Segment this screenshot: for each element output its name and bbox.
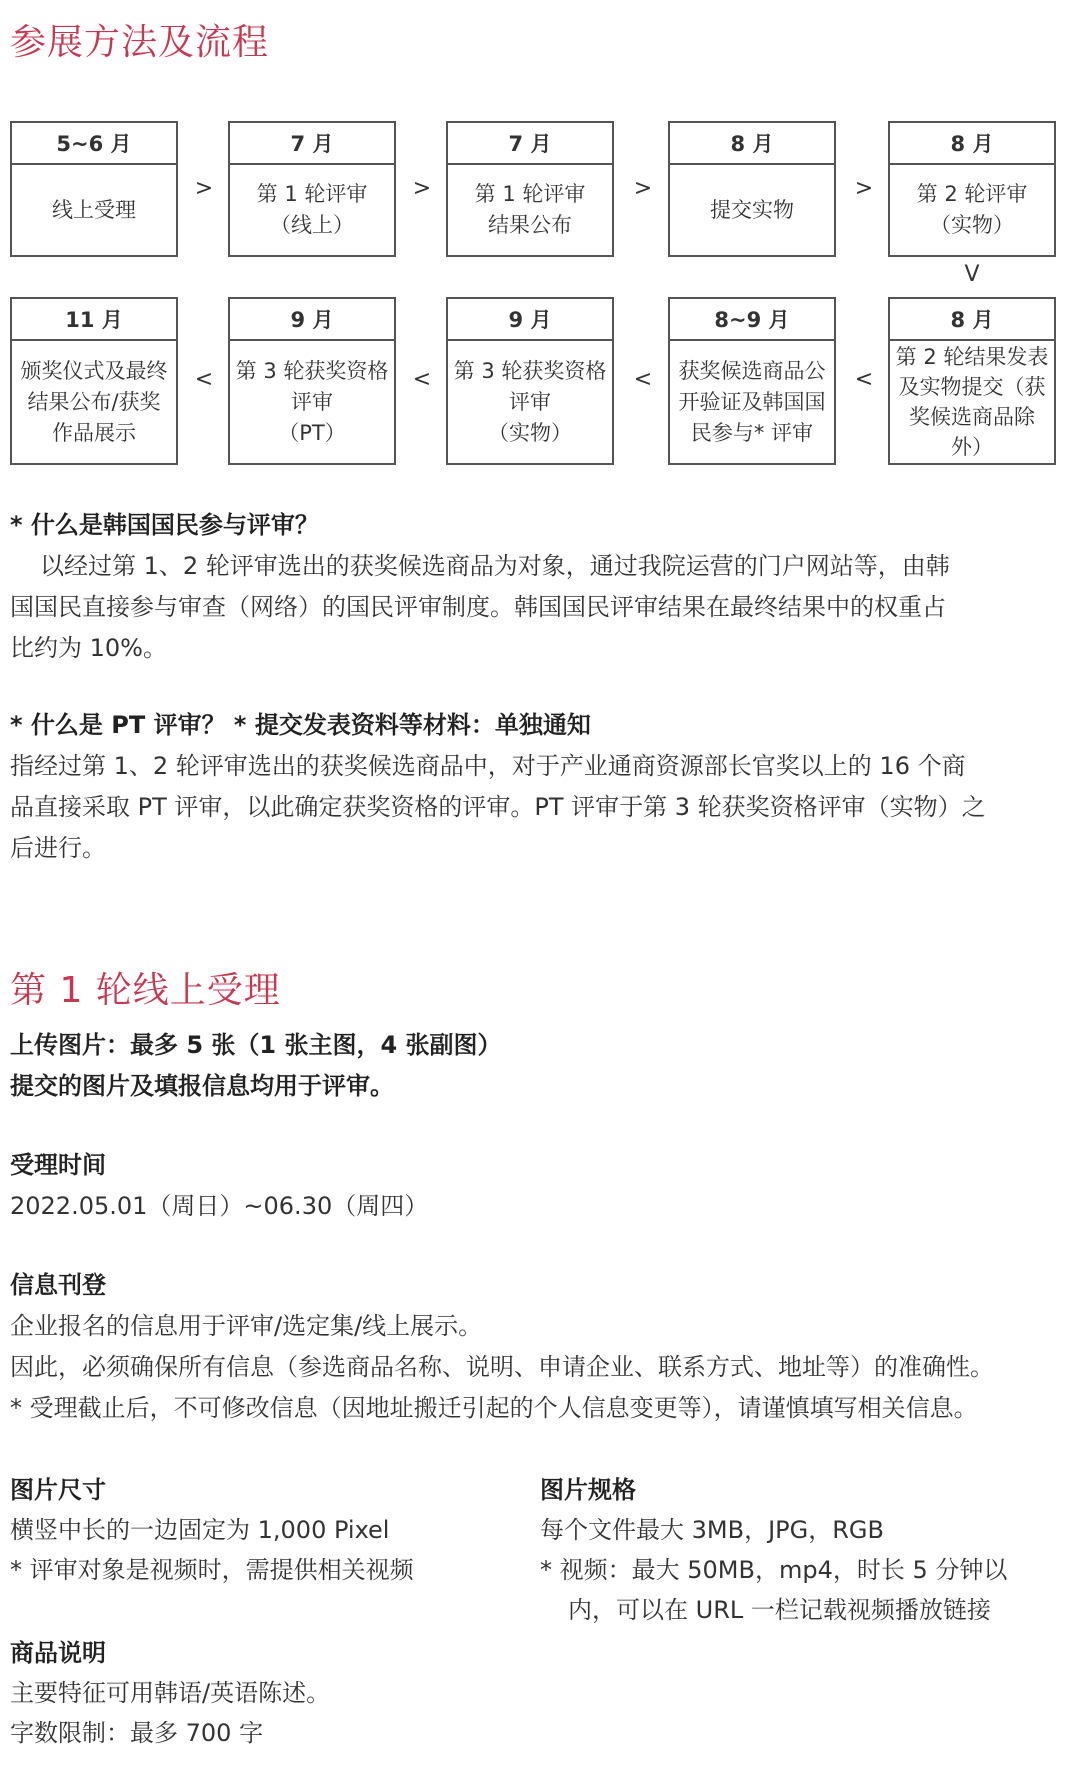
flow-step-text: （线上）: [270, 213, 354, 237]
flow-step-round3-item: [446, 297, 614, 465]
image-size-title: 图片尺寸: [10, 1476, 106, 1504]
flow-step-text: 第 1 轮评审: [474, 182, 586, 206]
product-description: [10, 1633, 330, 1753]
flow-step-text: 颁奖仪式及最终: [20, 358, 168, 383]
acceptance-time: [10, 1145, 1072, 1227]
faq-question: * 什么是 PT 评审？ * 提交发表资料等材料：单独通知: [10, 711, 591, 739]
flow-step-text: 评审: [291, 389, 333, 414]
flow-step-round1-review: [228, 121, 396, 257]
image-spec-line: 内，可以在 URL 一栏记载视频播放链接: [568, 1596, 991, 1624]
flow-arrow-right: >: [412, 176, 432, 201]
upload-requirements: [10, 1025, 1072, 1107]
image-spec-title: 图片规格: [540, 1476, 636, 1504]
flow-step-month: 8 月: [890, 123, 1054, 165]
flow-step-text: （实物）: [488, 420, 572, 445]
flow-step-text: 提交实物: [710, 197, 794, 222]
flow-step-month: 7 月: [230, 123, 394, 165]
section-title-process: 参展方法及流程: [10, 22, 270, 63]
acceptance-time-title: 受理时间: [10, 1151, 106, 1179]
flow-step-round2-results: [888, 297, 1056, 465]
product-description-title: 商品说明: [10, 1639, 106, 1667]
flow-step-award-ceremony: [10, 297, 178, 465]
image-spec: [540, 1470, 1007, 1630]
flow-step-month: 5~6 月: [12, 123, 176, 165]
image-size-line: 横竖中长的一边固定为 1,000 Pixel: [10, 1516, 390, 1544]
flow-step-public-verification: [668, 297, 836, 465]
flow-step-round1-results: [446, 121, 614, 257]
product-description-line: 字数限制：最多 700 字: [10, 1719, 264, 1747]
flow-step-text: 民参与* 评审: [690, 420, 814, 445]
flow-arrow-left: <: [194, 367, 214, 392]
flow-step-text: （实物）: [930, 213, 1014, 237]
faq-answer-line: 后进行。: [10, 834, 106, 862]
flow-step-month: 8 月: [890, 299, 1054, 341]
flow-step-month: 8 月: [670, 123, 834, 165]
upload-line: 提交的图片及填报信息均用于评审。: [10, 1072, 394, 1100]
acceptance-time-value: 2022.05.01（周日）~06.30（周四）: [10, 1192, 429, 1220]
image-size: [10, 1470, 414, 1590]
faq-answer-line: 指经过第 1、2 轮评审选出的获奖候选商品中，对于产业通商资源部长官奖以上的 16 个商: [10, 752, 966, 780]
info-publication: [10, 1265, 1072, 1429]
flow-arrow-right: >: [633, 176, 653, 201]
faq-answer-line: 品直接采取 PT 评审，以此确定获奖资格的评审。PT 评审于第 3 轮获奖资格评审（实物）之: [10, 793, 986, 821]
flow-arrow-right: >: [854, 176, 874, 201]
flow-step-month: 11 月: [12, 299, 176, 341]
flow-step-text: 结果公布/获奖: [27, 389, 161, 414]
flow-step-month: 8~9 月: [670, 299, 834, 341]
section-title-round1-online: 第 1 轮线上受理: [10, 970, 281, 1011]
flow-step-text: 第 2 轮评审: [916, 182, 1028, 206]
info-title: 信息刊登: [10, 1271, 106, 1299]
flow-step-text: 作品展示: [52, 420, 136, 445]
flow-arrow-left: <: [854, 367, 874, 392]
flow-arrow-left: <: [633, 367, 653, 392]
image-size-line: * 评审对象是视频时，需提供相关视频: [10, 1556, 414, 1584]
flow-step-month: 9 月: [230, 299, 394, 341]
flow-step-online-acceptance: [10, 121, 178, 257]
flow-arrow-right: >: [194, 176, 214, 201]
flow-step-round3-pt: [228, 297, 396, 465]
product-description-line: 主要特征可用韩语/英语陈述。: [10, 1679, 331, 1707]
flow-step-text: 第 3 轮获奖资格: [235, 358, 389, 383]
flow-step-month: 9 月: [448, 299, 612, 341]
info-line: * 受理截止后，不可修改信息（因地址搬迁引起的个人信息变更等），请谨慎填写相关信息。: [10, 1394, 978, 1422]
flow-step-text: 线上受理: [52, 197, 136, 222]
faq-question: * 什么是韩国国民参与评审？: [10, 511, 319, 539]
flow-step-text: 获奖候选商品公: [678, 358, 826, 383]
faq-answer-line: 以经过第 1、2 轮评审选出的获奖候选商品为对象，通过我院运营的门户网站等，由韩: [40, 552, 950, 580]
flow-step-text: 外）: [951, 435, 993, 459]
image-spec-line: 每个文件最大 3MB，JPG，RGB: [540, 1516, 884, 1544]
flow-step-text: 第 3 轮获奖资格: [453, 358, 607, 383]
flow-step-text: 开验证及韩国国: [678, 389, 826, 414]
flow-step-text: 第 1 轮评审: [256, 182, 368, 206]
faq-korean-public-review: [10, 505, 1072, 669]
flow-step-text: 评审: [509, 389, 551, 414]
faq-answer-line: 国国民直接参与审查（网络）的国民评审制度。韩国国民评审结果在最终结果中的权重占: [10, 593, 946, 621]
flow-arrow-left: <: [412, 367, 432, 392]
faq-pt-review: [10, 705, 1072, 869]
flow-step-text: 结果公布: [488, 213, 572, 237]
image-spec-line: * 视频：最大 50MB，mp4，时长 5 分钟以: [540, 1556, 1008, 1584]
faq-answer-line: 比约为 10%。: [10, 634, 167, 662]
flow-step-submit-item: [668, 121, 836, 257]
flow-step-month: 7 月: [448, 123, 612, 165]
info-line: 企业报名的信息用于评审/选定集/线上展示。: [10, 1312, 483, 1340]
flow-step-text: 奖候选商品除: [909, 405, 1035, 429]
flow-step-text: 第 2 轮结果发表: [895, 345, 1049, 369]
flow-arrow-down: V: [964, 262, 980, 287]
flow-step-text: （PT）: [278, 420, 346, 445]
info-line: 因此，必须确保所有信息（参选商品名称、说明、申请企业、联系方式、地址等）的准确性。: [10, 1353, 994, 1381]
flow-step-round2-review: [888, 121, 1056, 257]
flow-step-text: 及实物提交（获: [898, 375, 1046, 399]
upload-line: 上传图片：最多 5 张（1 张主图，4 张副图）: [10, 1031, 502, 1059]
